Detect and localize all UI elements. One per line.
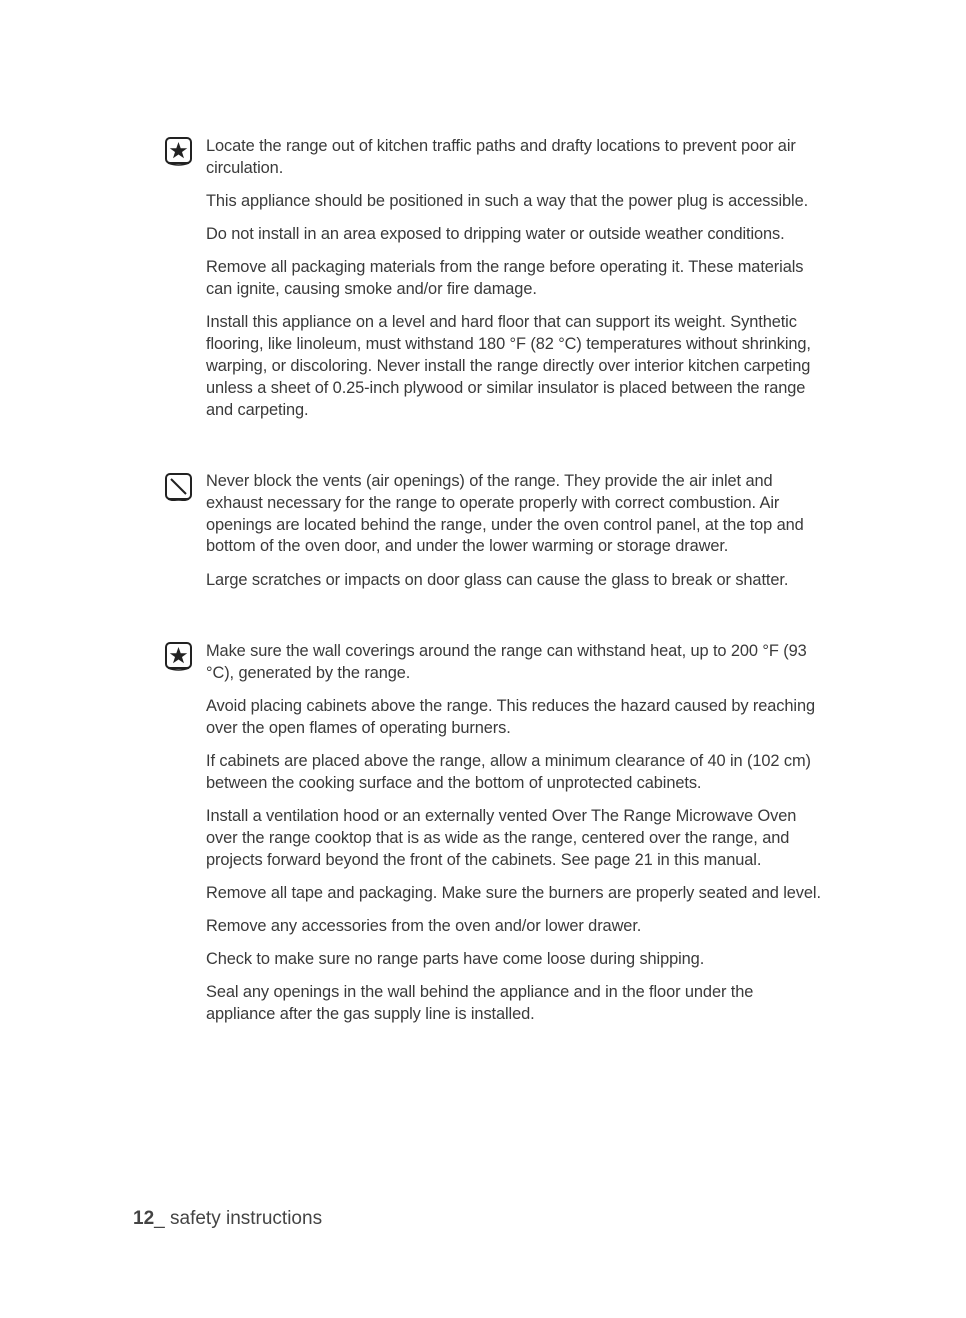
paragraph: Locate the range out of kitchen traffic paths and drafty locations to prevent poor air circulation. xyxy=(206,137,796,177)
footer-section-title: safety instructions xyxy=(164,1208,323,1229)
paragraph: This appliance should be positioned in such a way that the power plug is accessible. xyxy=(206,191,809,210)
paragraph: Check to make sure no range parts have come loose during shipping. xyxy=(206,950,705,969)
footer-separator: _ xyxy=(154,1208,165,1229)
paragraph: Seal any openings in the wall behind the appliance and in the floor under the appliance after the gas supply line is installed. xyxy=(206,983,754,1024)
paragraph: Remove all packaging materials from the range before operating it. These materials can ignite, causing smoke and/or fire damage. xyxy=(206,258,804,299)
paragraph: Large scratches or impacts on door glass can cause the glass to break or shatter. xyxy=(206,570,789,589)
star-warning-icon xyxy=(164,641,194,671)
paragraph: Avoid placing cabinets above the range. This reduces the hazard caused by reaching over the open flames of operating burners. xyxy=(206,696,815,737)
page-number: 12 xyxy=(133,1208,155,1229)
section-star-2 xyxy=(164,641,824,1037)
paragraph: Make sure the wall coverings around the range can withstand heat, up to 200 °F (93 °C), generated by the range. xyxy=(206,642,807,682)
star-warning-icon xyxy=(164,136,194,166)
page-footer xyxy=(133,1208,322,1230)
section-star-1 xyxy=(164,136,824,433)
paragraph: Never block the vents (air openings) of the range. They provide the air inlet and exhaust necessary for the range to operate properly with correct combustion. Air openings are located behind the range, under the oven control panel, at the top and bottom of the oven door, and under the lower warming or storage drawer. xyxy=(206,472,804,556)
paragraph: Install this appliance on a level and hard floor that can support its weight. Synthetic flooring, like linoleum, must withstand 180 °F (82 °C) temperatures without shrinking, warping, or discoloring. Never install the range directly over interior kitchen carpeting unless a sheet of 0.25-inch plywood or similar insulator is placed between the range and carpeting. xyxy=(206,313,811,419)
section-prohibited xyxy=(164,471,824,603)
paragraph: Remove any accessories from the oven and/or lower drawer. xyxy=(206,916,642,935)
paragraph: Install a ventilation hood or an externally vented Over The Range Microwave Oven over the range cooktop that is as wide as the range, centered over the range, and projects forward beyond the front of the cabinets. See page 21 in this manual. xyxy=(206,806,797,869)
paragraph: Remove all tape and packaging. Make sure the burners are properly seated and level. xyxy=(206,883,821,902)
paragraph: If cabinets are placed above the range, allow a minimum clearance of 40 in (102 cm) between the cooking surface and the bottom of unprotected cabinets. xyxy=(206,751,811,792)
prohibited-icon xyxy=(164,471,194,501)
paragraph: Do not install in an area exposed to dripping water or outside weather conditions. xyxy=(206,225,785,244)
